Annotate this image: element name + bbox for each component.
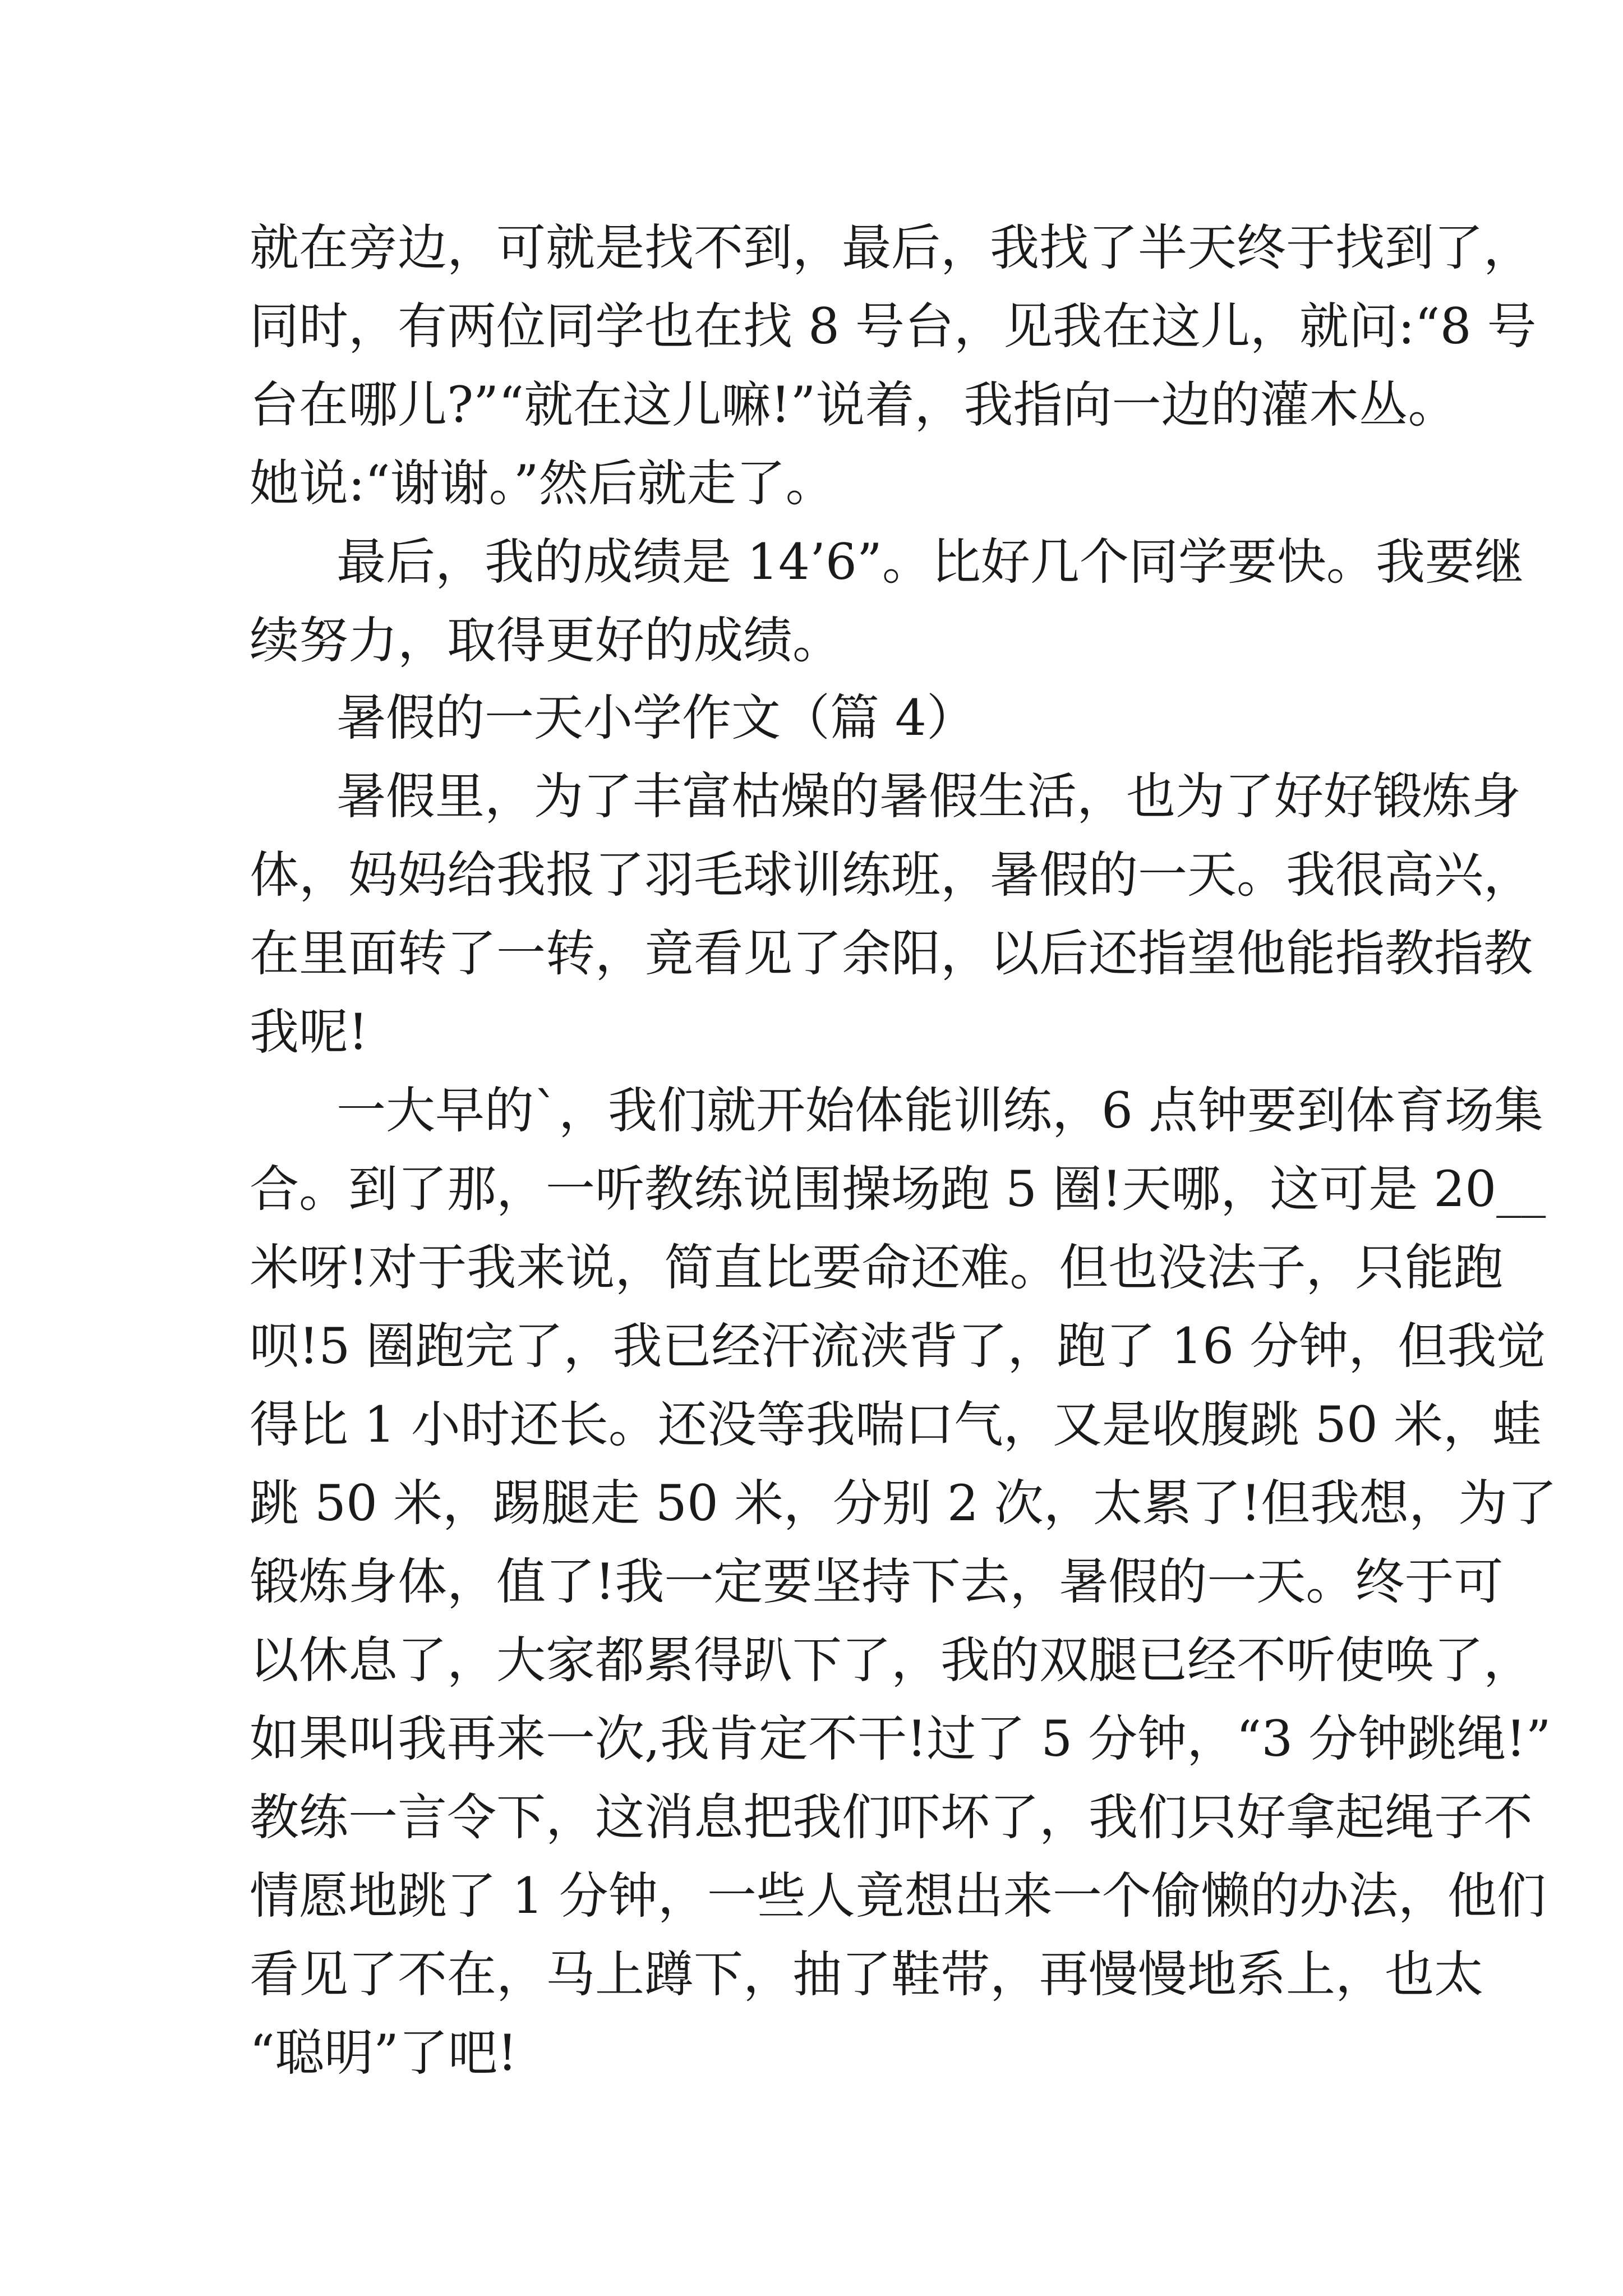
text-line: 台在哪儿?”“就在这儿嘛!”说着，我指向一边的灌木丛。 — [250, 376, 1458, 434]
text-line: 我呢! — [250, 1003, 368, 1061]
text-line: 以休息了，大家都累得趴下了，我的双腿已经不听使唤了， — [250, 1631, 1533, 1689]
text-line: 她说:“谢谢。”然后就走了。 — [250, 454, 835, 512]
text-line: 米呀!对于我来说，简直比要命还难。但也没法子，只能跑 — [250, 1239, 1504, 1296]
text-line: 暑假里，为了丰富枯燥的暑假生活，也为了好好锻炼身 — [336, 767, 1521, 825]
text-line: 体，妈妈给我报了羽毛球训练班，暑假的一天。我很高兴， — [250, 846, 1533, 904]
text-line: 合。到了那，一听教练说围操场跑 5 圈!天哪，这可是 20__ — [250, 1160, 1546, 1218]
text-line: 如果叫我再来一次,我肯定不干!过了 5 分钟，“3 分钟跳绳!” — [250, 1710, 1551, 1768]
text-line: 锻炼身体，值了!我一定要坚持下去，暑假的一天。终于可 — [250, 1553, 1504, 1611]
text-line: 一大早的`，我们就开始体能训练，6 点钟要到体育场集 — [336, 1082, 1543, 1139]
text-line: 最后，我的成绩是 14’6”。比好几个同学要快。我要继 — [336, 533, 1524, 591]
text-line: 得比 1 小时还长。还没等我喘口气，又是收腹跳 50 米，蛙 — [250, 1396, 1542, 1453]
text-line: 续努力，取得更好的成绩。 — [250, 611, 842, 669]
text-line: 就在旁边，可就是找不到，最后，我找了半天终于找到了， — [250, 219, 1533, 277]
text-line: 同时，有两位同学也在找 8 号台，见我在这儿，就问:“8 号 — [250, 297, 1537, 355]
section-heading: 暑假的一天小学作文（篇 4） — [336, 689, 976, 747]
text-line: 在里面转了一转，竟看见了余阳，以后还指望他能指教指教 — [250, 924, 1533, 982]
text-line: 教练一言令下，这消息把我们吓坏了，我们只好拿起绳子不 — [250, 1788, 1533, 1846]
text-line: 情愿地跳了 1 分钟，一些人竟想出来一个偷懒的办法，他们 — [250, 1867, 1546, 1925]
text-line: 跳 50 米，踢腿走 50 米，分别 2 次，太累了!但我想，为了 — [250, 1474, 1557, 1532]
text-line: 呗!5 圈跑完了，我已经汗流浃背了，跑了 16 分钟，但我觉 — [250, 1317, 1546, 1375]
text-line: 看见了不在，马上蹲下，抽了鞋带，再慢慢地系上，也太 — [250, 1945, 1484, 2003]
text-line: “聪明”了吧! — [250, 2024, 518, 2082]
